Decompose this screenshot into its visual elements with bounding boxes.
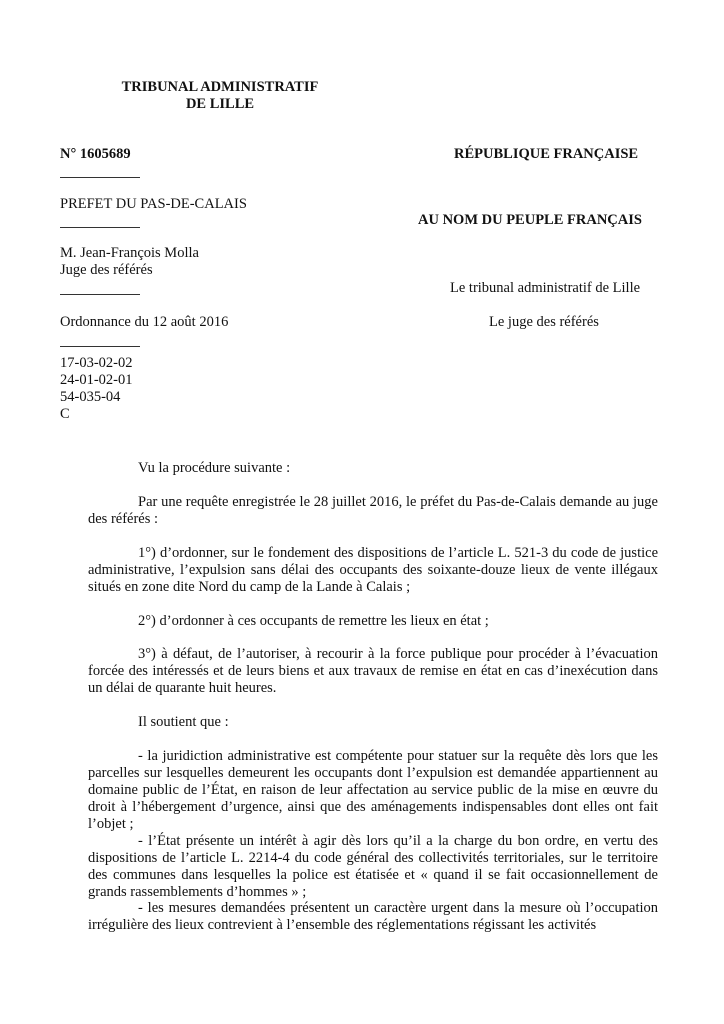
- party-name: PREFET DU PAS-DE-CALAIS: [60, 196, 247, 212]
- court-name-line1: TRIBUNAL ADMINISTRATIF: [121, 79, 319, 95]
- case-number: N° 1605689: [60, 146, 131, 162]
- classification-code: 24-01-02-01: [60, 372, 133, 388]
- republic-heading: RÉPUBLIQUE FRANÇAISE: [454, 146, 639, 162]
- classification-code: 54-035-04: [60, 389, 121, 405]
- paragraph-argument-1: - la juridiction administrative est compétente pour statuer sur la requête dès lors que les parcelles sur lesquelles demeurent les occupants dont l’expulsion est demandée appartiennent au domaine public de l’État, en raison de leur affectation au service public de la mise en œuvre du droit à l’hébergement d’urgence, ainsi que des aménagements indispensables dont elles ont fait l’objet ;: [88, 748, 658, 832]
- paragraph-request: Par une requête enregistrée le 28 juillet 2016, le préfet du Pas-de-Calais demande au juge des référés :: [88, 494, 658, 527]
- paragraph-argument-3: - les mesures demandées présentent un caractère urgent dans la mesure où l’occupation irrégulière des lieux contrevient à l’ensemble des réglementations régissant les activités: [88, 900, 658, 933]
- separator-rule: [60, 294, 140, 295]
- judge-title: Juge des référés: [60, 262, 153, 278]
- in-name-heading: AU NOM DU PEUPLE FRANÇAIS: [418, 212, 642, 228]
- paragraph-procedure: Vu la procédure suivante :: [138, 460, 291, 476]
- paragraph-argument-intro: Il soutient que :: [138, 714, 229, 730]
- paragraph-argument-2: - l’État présente un intérêt à agir dès lors qu’il a la charge du bon ordre, en vertu des dispositions de l’article L. 2214-4 du code général des collectivités territoriales, sur le territoire des communes dans lesquelles la police est étatisée et « quand il se fait occasionnellement de grands rassemblements d’hommes » ;: [88, 833, 658, 900]
- separator-rule: [60, 177, 140, 178]
- paragraph-demand-3: 3°) à défaut, de l’autoriser, à recourir à la force publique pour procéder à l’évacuation forcée des intéressés et de leurs biens et aux travaux de remise en état en cas d’inexécution dans un délai de quarante huit heures.: [88, 646, 658, 696]
- court-name-line2: DE LILLE: [185, 96, 255, 112]
- order-date: Ordonnance du 12 août 2016: [60, 314, 229, 330]
- tribunal-heading: Le tribunal administratif de Lille: [450, 280, 641, 296]
- separator-rule: [60, 227, 140, 228]
- judge-name: M. Jean-François Molla: [60, 245, 199, 261]
- paragraph-demand-1: 1°) d’ordonner, sur le fondement des dispositions de l’article L. 521-3 du code de justice administrative, l’expulsion sans délai des occupants des soixante-douze lieux de vente illégaux situés en zone dite Nord du camp de la Lande à Calais ;: [88, 545, 658, 595]
- separator-rule: [60, 346, 140, 347]
- paragraph-demand-2: 2°) d’ordonner à ces occupants de remettre les lieux en état ;: [138, 613, 489, 629]
- judge-heading: Le juge des référés: [489, 314, 599, 330]
- classification-code: 17-03-02-02: [60, 355, 133, 371]
- classification-code: C: [60, 406, 70, 422]
